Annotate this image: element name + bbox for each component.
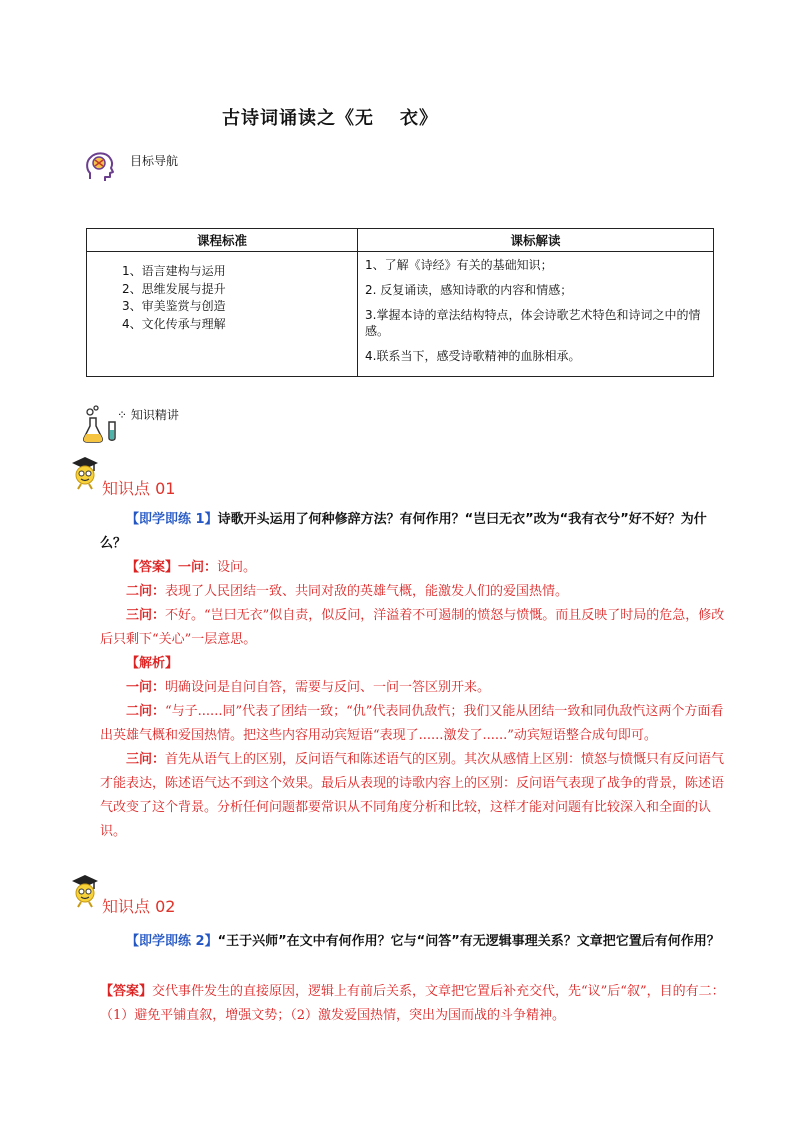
- kp2-question: [100, 930, 725, 954]
- kp1-e2-label: 二问：: [126, 704, 166, 719]
- kp1-question-text: 诗歌开头运用了何种修辞方法？有何作用？“岂曰无衣”改为“我有衣兮”好不好？为什么？: [100, 512, 707, 551]
- nav-label: 目标导航: [130, 154, 179, 168]
- kp2-answer-text: 交代事件发生的直接原因，逻辑上有前后关系，文章把它置后补充交代，先“议”后“叙”，目的有二：（1）避免平铺直叙，增强文势；（2）激发爱国热情，突出为国而战的斗争精神。: [100, 984, 725, 1023]
- page-title: [0, 104, 660, 130]
- kp1-e2-text: “与子......同”代表了团结一致；“仇”代表同仇敌忾；我们又能从团结一致和同仇敌忾这两个方面看出英雄气概和爱国热情。把这些内容用动宾短语“表现了......激发了......”动宾短语整合成句即可。: [100, 704, 724, 743]
- knowledge-label-text: 知识精讲: [130, 408, 179, 422]
- knowledge-point-01-title: 知识点 01: [102, 479, 176, 498]
- standard-item: 4、文化传承与理解: [122, 316, 226, 331]
- kp2-answer-tag: 【答案】: [100, 984, 153, 999]
- title-part2: 衣》: [400, 108, 438, 129]
- interpretation-item: 1、了解《诗经》有关的基础知识；: [365, 258, 553, 272]
- knowledge-point-02-title: 知识点 02: [102, 897, 176, 916]
- interpretation-item: 2. 反复诵读，感知诗歌的内容和情感；: [365, 283, 573, 297]
- flask-icon: [82, 404, 122, 444]
- standards-table: [86, 228, 714, 377]
- kp1-a3-text: 不好。“岂曰无衣”似自责，似反问，洋溢着不可遏制的愤怒与愤慨。而且反映了时局的危急，修改后只剩下“关心”一层意思。: [100, 608, 725, 647]
- interpretation-cell: [358, 252, 714, 377]
- kp1-e3-label: 三问：: [126, 752, 166, 767]
- standard-item: 3、审美鉴赏与创造: [122, 299, 226, 313]
- kp1-e1-text: 明确设问是自问自答，需要与反问、一问一答区别开来。: [165, 680, 491, 695]
- interpretation-item: 3.掌握本诗的章法结构特点，体会诗歌艺术特色和诗词之中的情感。: [365, 308, 701, 338]
- knowledge-label: ⁘ 知识精讲: [117, 408, 179, 422]
- kp2-question-tag: 【即学即练 2】: [126, 934, 218, 949]
- kp1-e1-label: 一问：: [126, 680, 166, 695]
- interpretation-item: 4.联系当下，感受诗歌精神的血脉相承。: [365, 349, 581, 363]
- table-header-standard: 课程标准: [87, 229, 358, 252]
- kp2-answer: [100, 980, 725, 1028]
- kp1-question: [100, 508, 725, 556]
- standards-cell: [87, 252, 358, 377]
- graduate-icon: [70, 454, 100, 490]
- kp1-a2-label: 二问：: [126, 584, 166, 599]
- kp1-question-tag: 【即学即练 1】: [126, 512, 218, 527]
- kp2-question-text: “王于兴师”在文中有何作用？它与“问答”有无逻辑事理关系？文章把它置后有何作用？: [217, 934, 720, 949]
- kp1-a1-text: 设问。: [217, 560, 257, 575]
- graduate-icon: [70, 872, 100, 908]
- kp1-answer-tag: 【答案】: [126, 560, 179, 575]
- table-header-interpretation: 课标解读: [358, 229, 714, 252]
- title-part1: 古诗词诵读之《无: [222, 108, 374, 129]
- kp1-answer: [100, 556, 725, 844]
- kp1-a2-text: 表现了人民团结一致、共同对敌的英雄气概，能激发人们的爱国热情。: [165, 584, 569, 599]
- standard-item: 2、思维发展与提升: [122, 281, 226, 296]
- kp1-analysis-tag: 【解析】: [126, 656, 179, 671]
- kp1-e3-text: 首先从语气上的区别，反问语气和陈述语气的区别。其次从感情上区别：愤怒与愤慨只有反问语气才能表达，陈述语气达不到这个效果。最后从表现的诗歌内容上的区别：反问语气表现了战争的背景，陈述语气改变了这个背景。分析任何问题都要常识从不同角度分析和比较，这样才能对问题有比较深入和全面的认识。: [100, 752, 725, 839]
- standard-item: 1、语言建构与运用: [122, 264, 226, 278]
- head-brain-icon: [82, 149, 118, 185]
- kp1-a3-label: 三问：: [126, 608, 166, 623]
- kp1-a1-label: 一问：: [178, 560, 218, 575]
